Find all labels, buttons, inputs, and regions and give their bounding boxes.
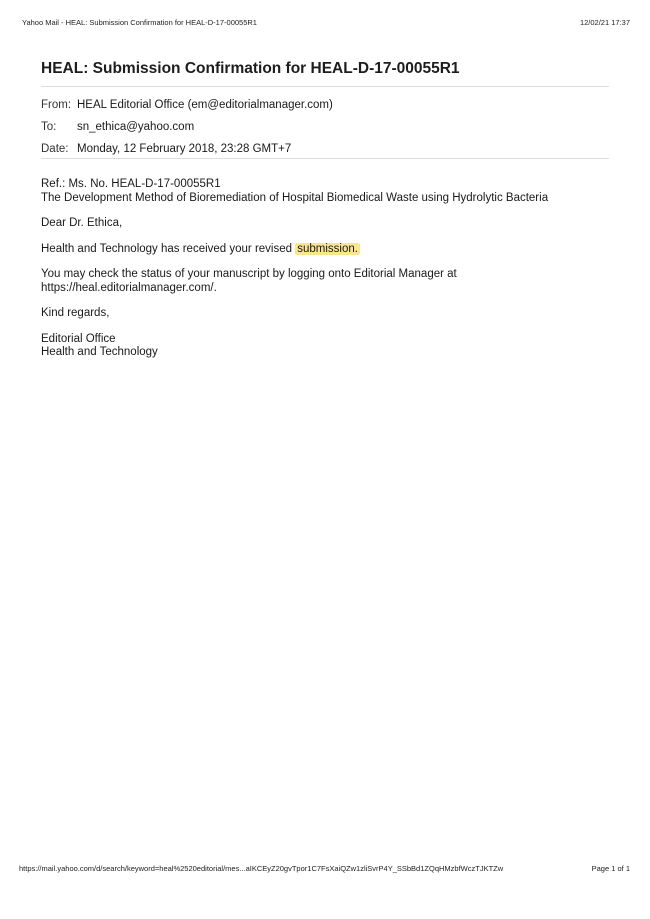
greeting: Dear Dr. Ethica,	[41, 217, 123, 229]
email-meta	[41, 87, 609, 158]
signature	[41, 333, 609, 360]
reference-block	[41, 178, 609, 205]
to-label: To:	[41, 121, 57, 133]
email-subject: HEAL: Submission Confirmation for HEAL-D-17-00055R1	[41, 60, 460, 77]
reference-line: Ref.: Ms. No. HEAL-D-17-00055R1	[41, 178, 221, 190]
received-paragraph	[41, 243, 609, 257]
date-label: Date:	[41, 143, 69, 155]
from-label: From:	[41, 99, 72, 111]
status-paragraph	[41, 268, 609, 295]
from-value[interactable]: HEAL Editorial Office (em@editorialmanager.com)	[77, 99, 333, 111]
page-number: Page 1 of 1	[591, 864, 630, 873]
status-text: You may check the status of your manuscript by logging onto Editorial Manager at	[41, 268, 457, 280]
date-value: Monday, 12 February 2018, 23:28 GMT+7	[77, 143, 292, 155]
from-row	[41, 98, 609, 120]
print-footer-url: https://mail.yahoo.com/d/search/keyword=heal%2520editorial/mes...aIKCEyZ20gvTpor1C7FsXaiQZw1zliSvrP4Y_SSbBd1ZQqHMzbfWczTJKTZw	[19, 864, 504, 873]
print-footer	[19, 864, 630, 876]
editorial-manager-link[interactable]: https://heal.editorialmanager.com/.	[41, 281, 217, 294]
email-body	[41, 159, 609, 360]
signature-journal: Health and Technology	[41, 346, 158, 358]
to-value[interactable]: sn_ethica@yahoo.com	[77, 121, 195, 133]
print-header	[22, 18, 630, 30]
search-highlight: submission.	[297, 242, 358, 255]
closing: Kind regards,	[41, 307, 110, 319]
received-text: Health and Technology has received your revised	[41, 242, 296, 255]
manuscript-title: The Development Method of Bioremediation of Hospital Biomedical Waste using Hydrolytic Bacteria	[41, 191, 549, 204]
email-message	[41, 58, 609, 372]
print-header-title: Yahoo Mail - HEAL: Submission Confirmation for HEAL-D-17-00055R1	[22, 18, 257, 27]
print-header-timestamp: 12/02/21 17:37	[579, 18, 630, 27]
signature-office: Editorial Office	[41, 332, 116, 345]
to-row	[41, 120, 609, 142]
